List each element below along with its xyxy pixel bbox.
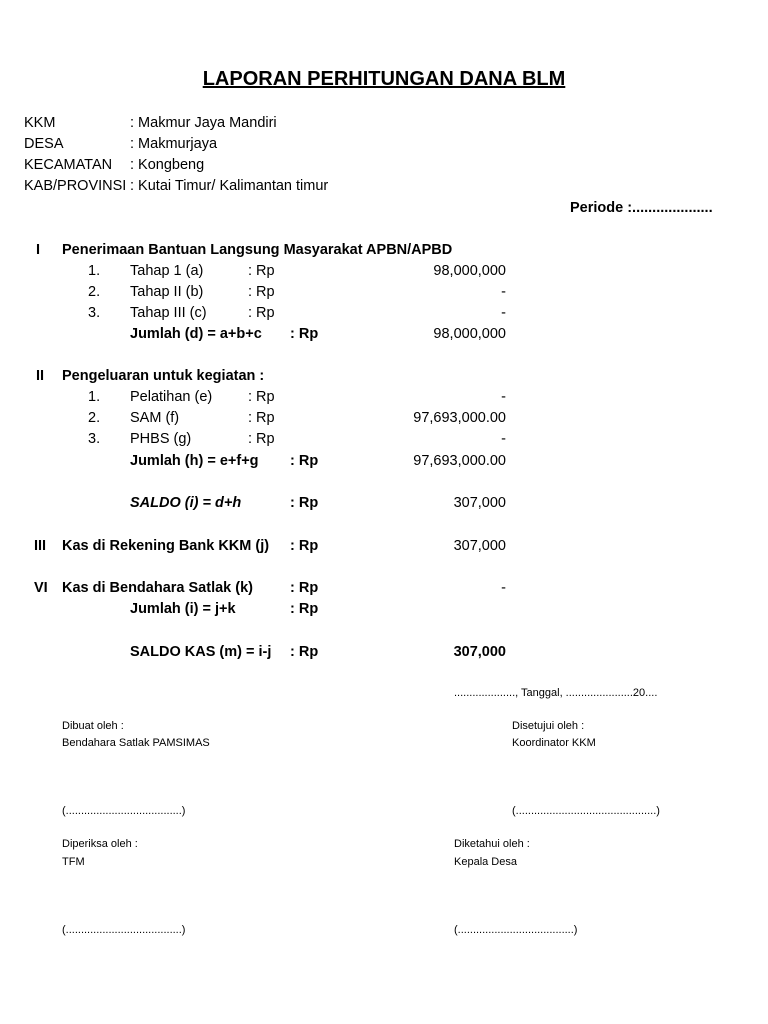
s2-item-3-rp: : Rp [248,431,275,447]
s2-item-2-amount: 97,693,000.00 [413,410,506,426]
s2-item-1-label: Pelatihan (e) [130,389,213,405]
section-2-title: Pengeluaran untuk kegiatan : [62,368,265,384]
s2-item-2-no: 2. [88,410,101,426]
s1-item-1-amount: 98,000,000 [433,263,506,279]
saldo-label: SALDO (i) = d+h [130,495,242,511]
kabupaten-label: KAB/PROVINSI [24,178,127,194]
section-4-rp: : Rp [290,580,319,596]
s1-item-1-rp: : Rp [248,263,275,279]
s1-item-3-rp: : Rp [248,305,275,321]
s1-total-amount: 98,000,000 [433,326,506,342]
known-by-signature-line: (......................................) [454,924,578,936]
made-by-role: Bendahara Satlak PAMSIMAS [62,737,210,749]
checked-by-signature-line: (......................................) [62,924,186,936]
known-by-label: Diketahui oleh : [454,838,530,850]
approved-by-role: Koordinator KKM [512,737,596,749]
s1-total-label: Jumlah (d) = a+b+c [130,326,262,342]
report-title: LAPORAN PERHITUNGAN DANA BLM [202,68,566,90]
s4-total-rp: : Rp [290,601,319,617]
s1-item-3-label: Tahap III (c) [130,305,207,321]
approved-by-signature-line: (..............................................) [512,805,660,817]
section-1-title: Penerimaan Bantuan Langsung Masyarakat APBN/APBD [62,242,453,258]
kecamatan-value: : Kongbeng [130,157,205,173]
saldo-rp: : Rp [290,495,319,511]
s1-item-1-no: 1. [88,263,101,279]
section-3-number: III [34,538,47,554]
s2-total-rp: : Rp [290,453,319,469]
s2-item-1-amount: - [501,389,506,405]
s1-item-2-rp: : Rp [248,284,275,300]
checked-by-role: TFM [62,856,85,868]
made-by-signature-line: (......................................) [62,805,186,817]
saldo-kas-label: SALDO KAS (m) = i-j [130,644,272,660]
s1-item-3-no: 3. [88,305,101,321]
s4-total-label: Jumlah (i) = j+k [130,601,236,617]
approved-by-label: Disetujui oleh : [512,720,585,732]
known-by-role: Kepala Desa [454,856,517,868]
desa-value: : Makmurjaya [130,136,218,152]
kkm-value: : Makmur Jaya Mandiri [130,115,277,131]
kabupaten-value: : Kutai Timur/ Kalimantan timur [130,178,329,194]
section-4-amount: - [501,580,506,596]
date-line: ...................., Tanggal, ......................20.... [454,687,658,699]
kecamatan-label: KECAMATAN [24,157,113,173]
s1-item-2-label: Tahap II (b) [130,284,204,300]
saldo-amount: 307,000 [453,495,506,511]
s1-total-rp: : Rp [290,326,319,342]
s2-total-label: Jumlah (h) = e+f+g [130,453,259,469]
periode: Periode :.................... [570,200,713,216]
section-3-amount: 307,000 [453,538,506,554]
s2-total-amount: 97,693,000.00 [413,453,506,469]
s1-item-1-label: Tahap 1 (a) [130,263,204,279]
saldo-kas-amount: 307,000 [453,644,506,660]
s2-item-3-amount: - [501,431,506,447]
section-4-label: Kas di Bendahara Satlak (k) [62,580,253,596]
kkm-label: KKM [24,115,56,131]
s2-item-2-label: SAM (f) [130,410,180,426]
section-2-number: II [36,368,45,384]
s2-item-1-no: 1. [88,389,101,405]
s2-item-1-rp: : Rp [248,389,275,405]
saldo-kas-rp: : Rp [290,644,319,660]
s2-item-2-rp: : Rp [248,410,275,426]
s1-item-2-amount: - [501,284,506,300]
made-by-label: Dibuat oleh : [62,720,124,732]
section-1-number: I [36,242,41,258]
desa-label: DESA [24,136,64,152]
section-4-number: VI [34,580,48,596]
section-3-rp: : Rp [290,538,319,554]
checked-by-label: Diperiksa oleh : [62,838,138,850]
s2-item-3-label: PHBS (g) [130,431,192,447]
s1-item-2-no: 2. [88,284,101,300]
s1-item-3-amount: - [501,305,506,321]
s2-item-3-no: 3. [88,431,101,447]
section-3-label: Kas di Rekening Bank KKM (j) [62,538,270,554]
